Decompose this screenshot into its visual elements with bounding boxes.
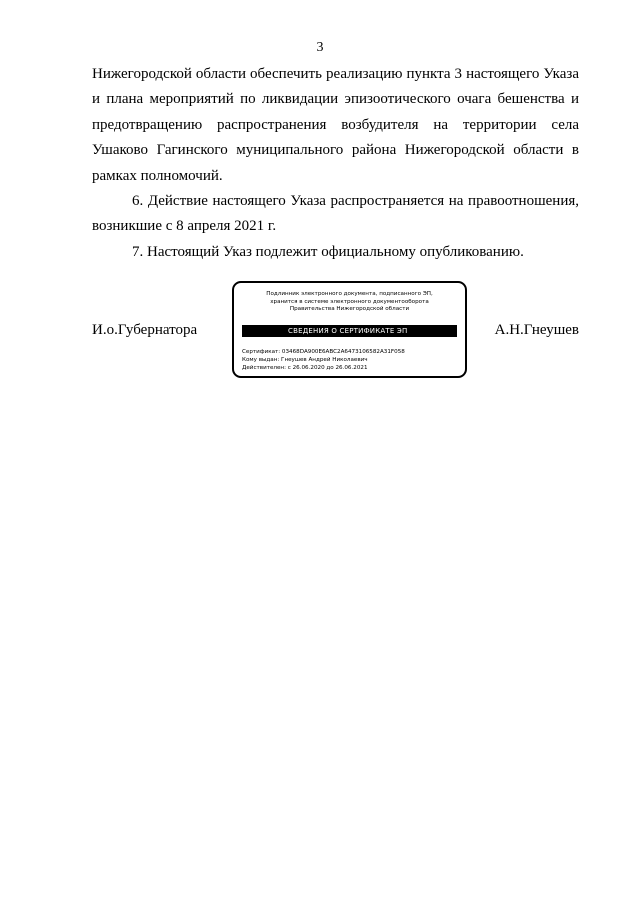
document-body xyxy=(92,62,579,265)
stamp-header-line: хранится в системе электронного документооборота xyxy=(270,298,429,305)
electronic-signature-stamp xyxy=(232,281,467,378)
stamp-certificate-number: Сертификат: 03468DA900E6ABC2A6473106582A31F058 xyxy=(242,349,405,355)
signatory-name: А.Н.Гнеушев xyxy=(494,322,579,338)
stamp-validity: Действителен: с 26.06.2020 до 26.06.2021 xyxy=(242,364,368,371)
stamp-issued-to: Кому выдан: Гнеушев Андрей Николаевич xyxy=(242,356,368,363)
signatory-position: И.о.Губернатора xyxy=(92,322,198,338)
stamp-header xyxy=(242,291,457,314)
stamp-details xyxy=(242,349,459,372)
page-number: 3 xyxy=(316,40,324,55)
stamp-certificate-title: СВЕДЕНИЯ О СЕРТИФИКАТЕ ЭП xyxy=(242,325,457,337)
stamp-header-line: Подлинник электронного документа, подписанного ЭП, xyxy=(266,291,433,297)
paragraph-item-6: 6. Действие настоящего Указа распространяется на правоотношения, возникшие с 8 апреля 2021 г. xyxy=(92,193,579,235)
paragraph-item-7: 7. Настоящий Указ подлежит официальному опубликованию. xyxy=(132,243,524,260)
paragraph-continuation: Нижегородской области обеспечить реализацию пункта 3 настоящего Указа и плана мероприятий по ликвидации эпизоотического очага бешенства и предотвращению распространения возбудителя на территории села Ушаково Гагинского муниципального района Нижегородской области в рамках полномочий. xyxy=(92,66,579,184)
stamp-header-line: Правительства Нижегородской области xyxy=(289,306,410,313)
